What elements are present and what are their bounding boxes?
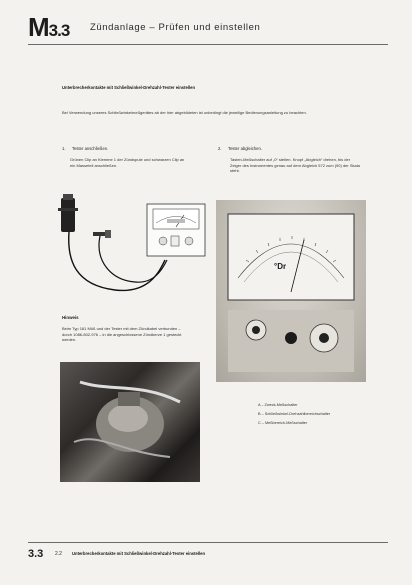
step-1-num: 1. [62, 146, 66, 151]
page-subnumber: 2.2 [55, 551, 62, 557]
footer-rule [28, 542, 388, 543]
step-2-label [218, 146, 262, 152]
header-rule [28, 44, 388, 45]
note-text: Beim Typ 181 Müß und der Tester mit dem Zündkabel verbunden – durch 1086-802-976 – in die angeschlossene Zündkerze 1 gesteckt werden. [62, 326, 182, 343]
legend-item: A – Zweck-Meßschalter [258, 403, 298, 407]
footer-title: Unterbrecherkontakte mit Schließwinkel-Drehzahl-Tester einstellen [72, 551, 206, 556]
chapter-code [28, 12, 69, 43]
page-number: 3.3 [28, 548, 44, 560]
note-title: Hinweis [62, 315, 79, 320]
tester-photo [216, 200, 366, 382]
legend-item: C – Meßbereich-Meßschalter [258, 421, 308, 425]
step-1-title: Tester anschließen. [72, 146, 109, 151]
chapter-code-sub: 3.3 [48, 21, 70, 40]
step-2-num: 2. [218, 146, 222, 151]
section-heading: Unterbrecherkontakte mit Schließwinkel-Drehzahl-Tester einstellen [62, 85, 196, 90]
clip-icon [93, 230, 111, 238]
ignition-coil-icon [58, 194, 78, 232]
section-intro: Bei Verwendung unseres Schließwinkelmeßgerätes ab der hier abgebildeten ist unbedingt die jeweilige Bedienungsanleitung zu beachten. [62, 110, 307, 115]
legend-item: B – Schließwinkel-Drehzahlbereichschalter [258, 412, 331, 416]
control-legend [258, 401, 330, 428]
tester-wiring-diagram [55, 190, 215, 305]
step-2-title: Tester abgleichen. [228, 146, 262, 151]
meter-display-label: °Dr [274, 262, 287, 271]
chapter-code-main: M [28, 12, 49, 42]
step-1-label [62, 146, 108, 152]
chapter-title: Zündanlage – Prüfen und einstellen [90, 22, 261, 33]
tester-box-icon [147, 204, 205, 256]
engine-photo [60, 362, 200, 482]
step-1-text: Grünen Clip an Klemme 1 der Zündspule und schwarzen Clip an ein Masseteil anschließen. [70, 157, 185, 168]
step-2-text: Tasten-Meßschalter auf „0“ stellen. Knopf „Abgleich“ drehen, bis der Zeiger des Instrumentes genau auf dem Abgleich 572 zum (90) der Skala steht. [230, 157, 360, 174]
